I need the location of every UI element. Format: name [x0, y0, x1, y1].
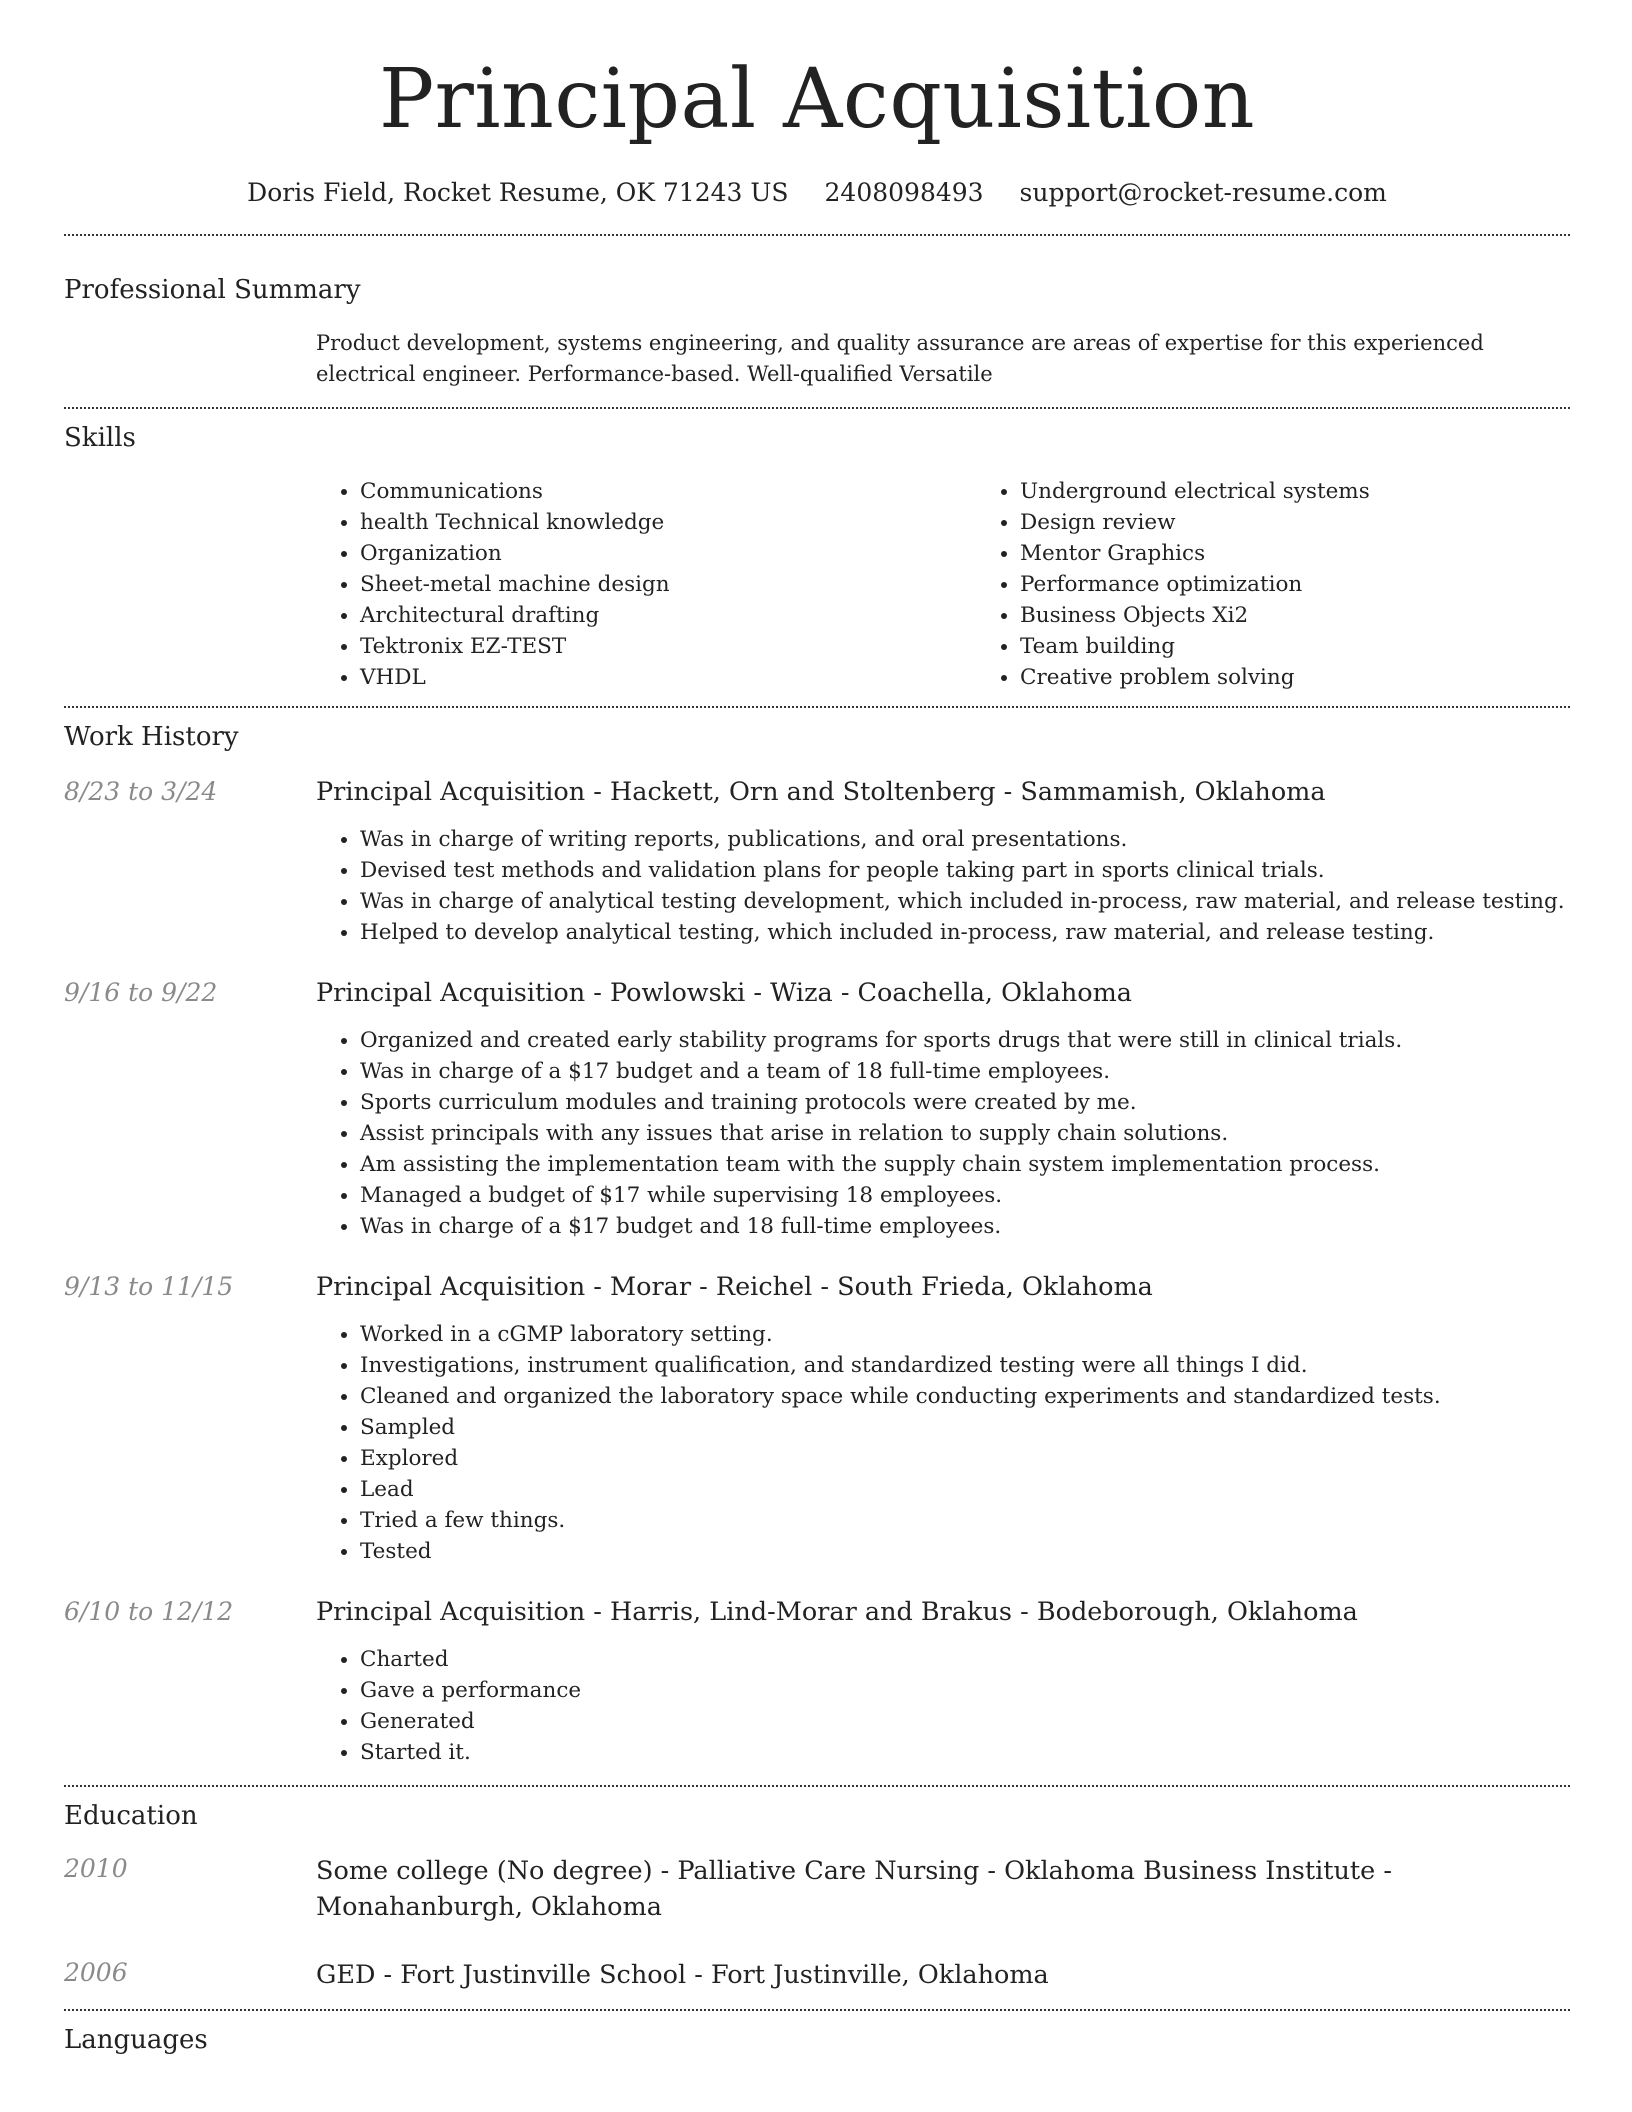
job-bullets [316, 1644, 1570, 1768]
list-item: • Organized and created early stability programs for sports drugs that were still in clinical trials. [360, 1025, 1570, 1056]
skill-item: • Mentor Graphics [1020, 538, 1632, 569]
list-item: • Devised test methods and validation plans for people taking part in sports clinical trials. [360, 855, 1570, 886]
skill-item: • Sheet-metal machine design [360, 569, 976, 600]
skill-item: • health Technical knowledge [360, 507, 976, 538]
education-text: GED - Fort Justinville School - Fort Justinville, Oklahoma [316, 1960, 1049, 1990]
contact-phone: 2408098493 [824, 178, 984, 207]
section-title-education: Education [64, 1801, 198, 1831]
list-item: • Sports curriculum modules and training protocols were created by me. [360, 1087, 1570, 1118]
skill-item: • Communications [360, 476, 976, 507]
job-title [316, 1271, 1570, 1303]
skills-list-right [976, 476, 1632, 693]
list-item: • Was in charge of analytical testing development, which included in-process, raw material, and release testing. [360, 886, 1570, 917]
education-entry [64, 1853, 1570, 1925]
list-item: • Managed a budget of $17 while supervising 18 employees. [360, 1180, 1570, 1211]
job-dates: 6/10 to 12/12 [64, 1597, 234, 1626]
list-item: • Investigations, instrument qualification, and standardized testing were all things I did. [360, 1350, 1570, 1381]
job-title [316, 776, 1570, 808]
skill-item: • Organization [360, 538, 976, 569]
skill-item: • Business Objects Xi2 [1020, 600, 1632, 631]
section-title-skills: Skills [64, 423, 136, 453]
job-title [316, 977, 1570, 1009]
section-title-languages: Languages [64, 2025, 208, 2055]
divider [64, 706, 1570, 708]
list-item: • Tried a few things. [360, 1505, 1570, 1536]
skill-item: • Design review [1020, 507, 1632, 538]
job-title [316, 1596, 1570, 1628]
list-item: • Explored [360, 1443, 1570, 1474]
job-org: - Powlowski - Wiza - Coachella, Oklahoma [585, 978, 1133, 1008]
list-item: • Sampled [360, 1412, 1570, 1443]
skill-item: • Tektronix EZ-TEST [360, 631, 976, 662]
resume-title: Principal Acquisition [378, 52, 1256, 147]
job-role: Principal Acquisition [316, 1272, 586, 1302]
list-item: • Worked in a cGMP laboratory setting. [360, 1319, 1570, 1350]
list-item: • Generated [360, 1706, 1570, 1737]
list-item: • Lead [360, 1474, 1570, 1505]
skills-columns [316, 476, 1632, 693]
divider [64, 2009, 1570, 2011]
skill-item: • Architectural drafting [360, 600, 976, 631]
section-title-summary: Professional Summary [64, 275, 361, 305]
education-year: 2006 [64, 1958, 128, 1987]
job-role: Principal Acquisition [316, 777, 586, 807]
resume-page [64, 0, 1570, 2055]
list-item: • Helped to develop analytical testing, which included in-process, raw material, and release testing. [360, 917, 1570, 948]
job-entry [64, 977, 1570, 1242]
skill-item: • Underground electrical systems [1020, 476, 1632, 507]
skill-item: • Team building [1020, 631, 1632, 662]
job-role: Principal Acquisition [316, 978, 586, 1008]
job-dates: 9/16 to 9/22 [64, 978, 218, 1007]
list-item: • Tested [360, 1536, 1570, 1567]
job-entry [64, 1271, 1570, 1567]
summary-row [64, 328, 1570, 390]
list-item: • Was in charge of writing reports, publications, and oral presentations. [360, 824, 1570, 855]
skills-row [64, 476, 1570, 693]
list-item: • Cleaned and organized the laboratory space while conducting experiments and standardized tests. [360, 1381, 1570, 1412]
job-dates: 8/23 to 3/24 [64, 777, 218, 806]
list-item: • Assist principals with any issues that arise in relation to supply chain solutions. [360, 1118, 1570, 1149]
job-dates: 9/13 to 11/15 [64, 1272, 234, 1301]
job-org: - Harris, Lind-Morar and Brakus - Bodeborough, Oklahoma [585, 1597, 1358, 1627]
list-item: • Am assisting the implementation team with the supply chain system implementation process. [360, 1149, 1570, 1180]
job-bullets [316, 1025, 1570, 1242]
skill-item: • Performance optimization [1020, 569, 1632, 600]
contact-email: support@rocket-resume.com [1019, 178, 1387, 207]
contact-address: Doris Field, Rocket Resume, OK 71243 US [247, 178, 789, 207]
contact-line [64, 178, 1570, 208]
list-item: • Was in charge of a $17 budget and 18 full-time employees. [360, 1211, 1570, 1242]
education-year: 2010 [64, 1854, 128, 1883]
list-item: • Was in charge of a $17 budget and a team of 18 full-time employees. [360, 1056, 1570, 1087]
section-title-work: Work History [64, 722, 239, 752]
job-org: - Morar - Reichel - South Frieda, Oklahoma [585, 1272, 1153, 1302]
divider [64, 1785, 1570, 1787]
job-entry [64, 1596, 1570, 1768]
skill-item: • VHDL [360, 662, 976, 693]
list-item: • Started it. [360, 1737, 1570, 1768]
job-bullets [316, 1319, 1570, 1567]
list-item: • Gave a performance [360, 1675, 1570, 1706]
education-text: Some college (No degree) - Palliative Care Nursing - Oklahoma Business Institute - Monahanburgh, Oklahoma [316, 1856, 1392, 1922]
list-item: • Charted [360, 1644, 1570, 1675]
skill-item: • Creative problem solving [1020, 662, 1632, 693]
education-entry [64, 1957, 1570, 1993]
skills-list-left [316, 476, 976, 693]
job-role: Principal Acquisition [316, 1597, 586, 1627]
divider [64, 234, 1570, 236]
summary-text: Product development, systems engineering, and quality assurance are areas of expertise for this experienced electrical engineer. Performance-based. Well-qualified Versatile [316, 331, 1484, 386]
job-org: - Hackett, Orn and Stoltenberg - Sammamish, Oklahoma [585, 777, 1326, 807]
divider [64, 407, 1570, 409]
job-bullets [316, 824, 1570, 948]
job-entry [64, 776, 1570, 948]
